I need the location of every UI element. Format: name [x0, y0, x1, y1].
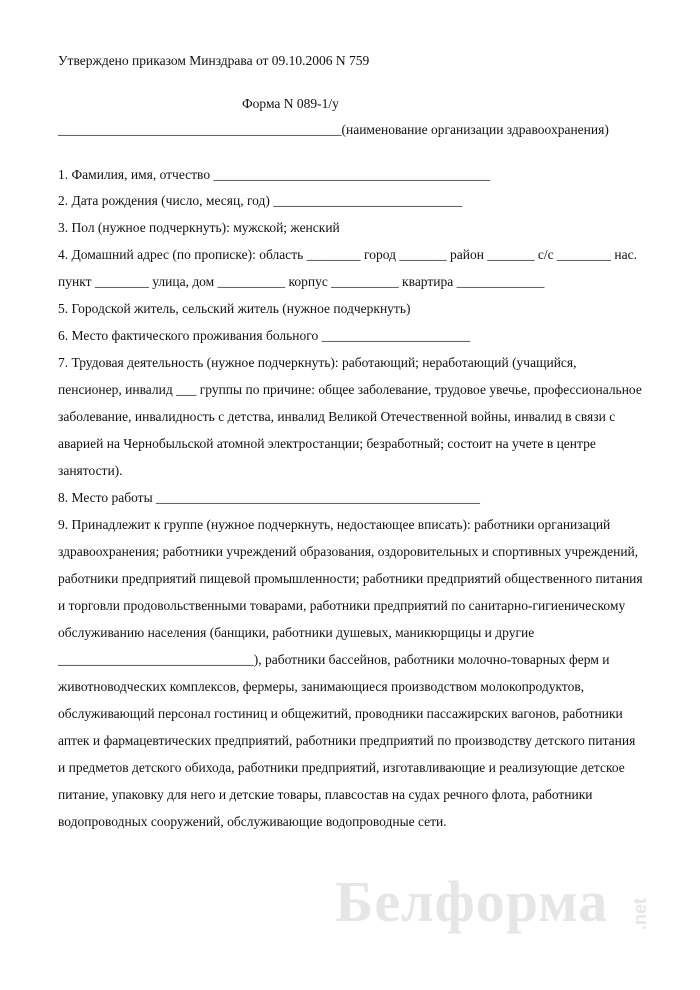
- field-employment-line3: заболевание, инвалидность с детства, инвалид Великой Отечественной войны, инвалид в связи с: [58, 409, 616, 424]
- field-workplace: 8. Место работы ________________________________________________: [58, 490, 481, 505]
- field-group-line4: и торговли продовольственными товарами, работники предприятий по санитарно-гигиеническому: [58, 598, 626, 613]
- field-group-line1: 9. Принадлежит к группе (нужное подчеркнуть, недостающее вписать): работники организаций: [58, 517, 611, 532]
- field-full-name: 1. Фамилия, имя, отчество _________________________________________: [58, 167, 491, 182]
- field-birth-date: 2. Дата рождения (число, месяц, год) ____________________________: [58, 193, 463, 208]
- field-group-line6: _____________________________), работники бассейнов, работники молочно-товарных ферм и: [58, 652, 610, 667]
- field-actual-residence: 6. Место фактического проживания больного ______________________: [58, 328, 471, 343]
- watermark-brand: Белформа: [335, 869, 609, 934]
- field-group-line9: аптек и фармацевтических предприятий, работники предприятий по производству детского питания: [58, 733, 636, 748]
- field-sex: 3. Пол (нужное подчеркнуть): мужской; женский: [58, 220, 340, 235]
- field-group-line7: животноводческих комплексов, фермеры, занимающиеся производством молокопродуктов,: [58, 679, 585, 694]
- field-employment-line5: занятости).: [58, 463, 123, 478]
- field-group-line2: здравоохранения; работники учреждений образования, оздоровительных и спортивных учреждений,: [58, 544, 639, 559]
- field-group-line8: обслуживающий персонал гостиниц и общежитий, проводники пассажирских вагонов, работники: [58, 706, 623, 721]
- field-group-line11: питание, упаковку для него и детские товары, плавсостав на судах речного флота, работники: [58, 787, 593, 802]
- field-home-address-line1: 4. Домашний адрес (по прописке): область ________ город _______ район _______ с/с ________ нас.: [58, 247, 637, 262]
- field-residence-type: 5. Городской житель, сельский житель (нужное подчеркнуть): [58, 301, 411, 316]
- form-number: Форма N 089-1/у: [242, 96, 339, 111]
- approval-note: Утверждено приказом Минздрава от 09.10.2006 N 759: [58, 53, 370, 68]
- watermark-suffix: .net: [630, 897, 650, 930]
- field-group-line10: и предметов детского обихода, работники предприятий, изготавливающие и реализующие детское: [58, 760, 625, 775]
- organization-name-line: __________________________________________(наименование организации здравоохранения): [58, 122, 609, 137]
- field-group-line3: работники предприятий пищевой промышленности; работники предприятий общественного питания: [58, 571, 643, 586]
- field-group-line5: обслуживанию населения (банщики, работники душевых, маникюрщицы и другие: [58, 625, 535, 640]
- field-home-address-line2: пункт ________ улица, дом __________ корпус __________ квартира _____________: [58, 274, 545, 289]
- field-group-line12: водопроводных сооружений, обслуживающие водопроводные сети.: [58, 814, 447, 829]
- field-employment-line4: аварией на Чернобыльской атомной электростанции; безработный; состоит на учете в центре: [58, 436, 596, 451]
- field-employment-line1: 7. Трудовая деятельность (нужное подчеркнуть): работающий; неработающий (учащийся,: [58, 355, 577, 370]
- field-employment-line2: пенсионер, инвалид ___ группы по причине: общее заболевание, трудовое увечье, профессиональное: [58, 382, 642, 397]
